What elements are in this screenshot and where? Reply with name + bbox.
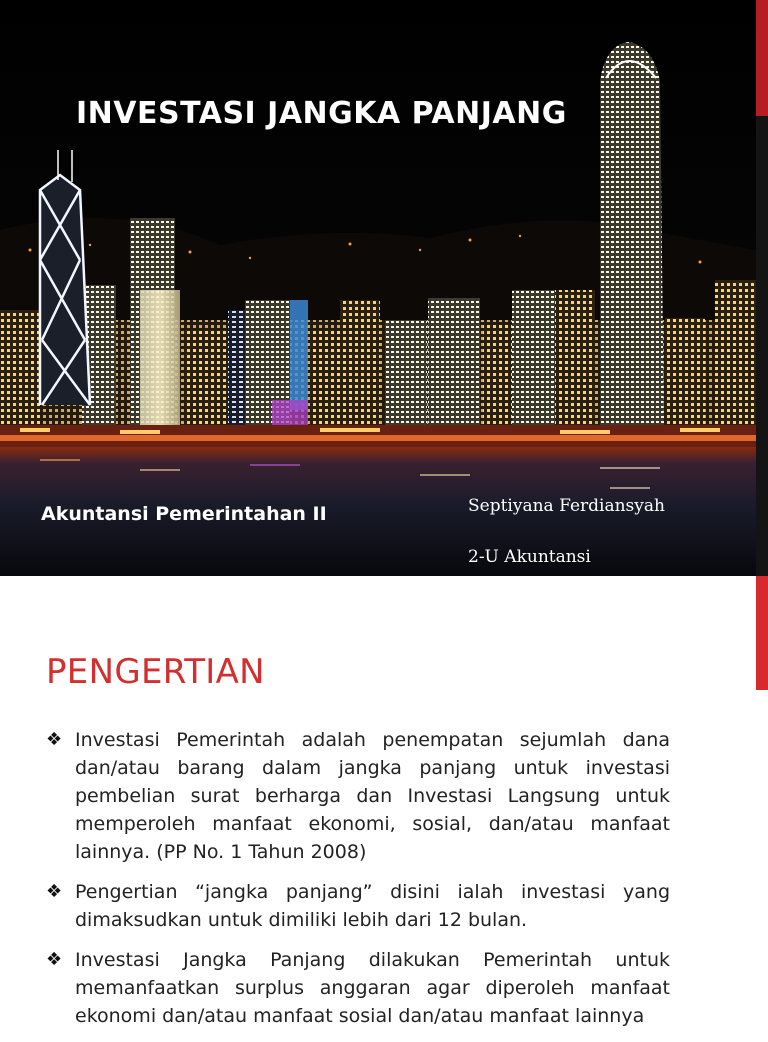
list-item xyxy=(46,726,670,866)
list-item xyxy=(46,946,670,1030)
diamond-bullet-icon: ❖ xyxy=(46,881,63,902)
diamond-bullet-icon: ❖ xyxy=(46,949,63,970)
accent-bar-dark xyxy=(756,116,768,576)
presenter-name: Septiyana Ferdiansyah xyxy=(468,496,665,516)
slide-title: INVESTASI JANGKA PANJANG xyxy=(76,96,567,131)
bullet-text: Investasi Pemerintah adalah penempatan sejumlah dana dan/atau barang dalam jangka panjang untuk investasi pembelian surat berharga dan Investasi Langsung untuk memperoleh manfaat ekonomi, sosial, dan/atau manfaat lainnya. (PP No. 1 Tahun 2008) xyxy=(75,729,670,863)
content-slide xyxy=(0,576,768,1027)
section-heading: PENGERTIAN xyxy=(46,652,265,692)
accent-bar-red xyxy=(756,0,768,116)
list-item xyxy=(46,878,670,934)
accent-bar-red xyxy=(756,576,768,690)
presenter-class: 2-U Akuntansi xyxy=(468,547,591,567)
bullet-text: Pengertian “jangka panjang” disini ialah investasi yang dimaksudkan untuk dimiliki lebih dari 12 bulan. xyxy=(75,881,670,931)
slide-subtitle: Akuntansi Pemerintahan II xyxy=(41,503,327,525)
diamond-bullet-icon: ❖ xyxy=(46,729,63,750)
bullet-text: Investasi Jangka Panjang dilakukan Pemerintah untuk memanfaatkan surplus anggaran agar diperoleh manfaat ekonomi dan/atau manfaat sosial dan/atau manfaat lainnya xyxy=(75,949,670,1027)
bullet-list xyxy=(46,726,670,1042)
